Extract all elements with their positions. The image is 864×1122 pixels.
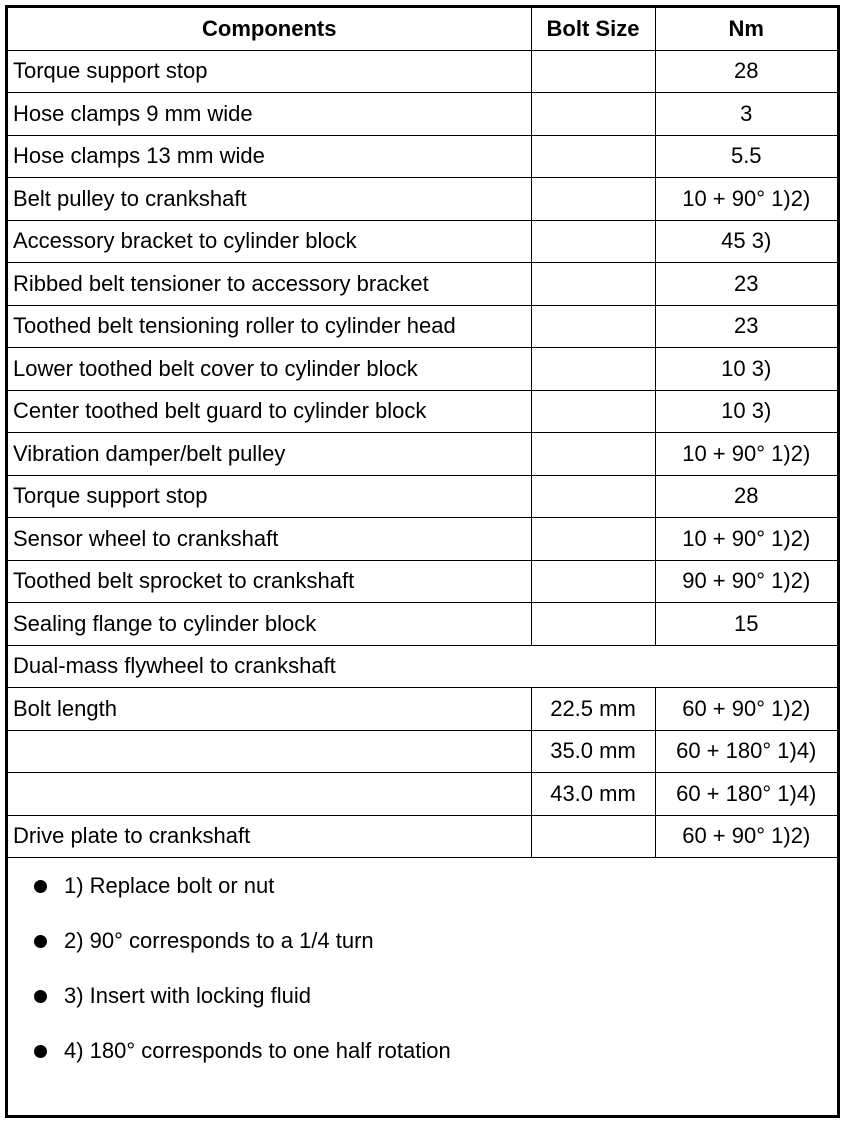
footnote-text: 4) 180° corresponds to one half rotation [64, 1038, 451, 1063]
table-row [8, 220, 837, 263]
bolt-size-cell [531, 815, 655, 858]
bolt-size-cell [531, 263, 655, 306]
table-row [8, 475, 837, 518]
nm-cell: 60 + 180° 1)4) [655, 730, 837, 773]
footnote-text: 1) Replace bolt or nut [64, 873, 275, 898]
component-cell: Vibration damper/belt pulley [8, 433, 531, 476]
nm-cell: 60 + 90° 1)2) [655, 815, 837, 858]
bolt-size-cell [531, 603, 655, 646]
nm-cell: 60 + 90° 1)2) [655, 688, 837, 731]
nm-cell: 23 [655, 305, 837, 348]
section-row [8, 645, 837, 688]
nm-cell: 3 [655, 93, 837, 136]
bullet-icon [34, 935, 47, 948]
table-row [8, 178, 837, 221]
component-cell: Lower toothed belt cover to cylinder block [8, 348, 531, 391]
nm-cell: 28 [655, 475, 837, 518]
component-cell [8, 730, 531, 773]
table-row [8, 263, 837, 306]
torque-spec-sheet [5, 5, 840, 1118]
nm-cell: 23 [655, 263, 837, 306]
component-cell [8, 773, 531, 816]
footnote-item [28, 871, 274, 901]
bolt-size-cell [531, 135, 655, 178]
bolt-size-cell [531, 518, 655, 561]
bolt-size-cell [531, 348, 655, 391]
bullet-icon [34, 990, 47, 1003]
bolt-size-cell [531, 433, 655, 476]
bolt-size-cell: 22.5 mm [531, 688, 655, 731]
bolt-size-cell [531, 220, 655, 263]
nm-cell: 10 + 90° 1)2) [655, 518, 837, 561]
table-row [8, 815, 837, 858]
nm-cell: 5.5 [655, 135, 837, 178]
component-cell: Bolt length [8, 688, 531, 731]
table-row [8, 433, 837, 476]
nm-cell: 10 + 90° 1)2) [655, 433, 837, 476]
footnote-item [28, 981, 311, 1011]
component-cell: Torque support stop [8, 475, 531, 518]
nm-cell: 28 [655, 50, 837, 93]
table-row [8, 390, 837, 433]
component-cell: Hose clamps 13 mm wide [8, 135, 531, 178]
bullet-icon [34, 1045, 47, 1058]
nm-cell: 10 + 90° 1)2) [655, 178, 837, 221]
footnote-text: 2) 90° corresponds to a 1/4 turn [64, 928, 374, 953]
component-cell: Toothed belt tensioning roller to cylinder head [8, 305, 531, 348]
bolt-size-cell [531, 475, 655, 518]
bolt-size-cell [531, 50, 655, 93]
footnote-item [28, 926, 374, 956]
table-row [8, 50, 837, 93]
table-row [8, 688, 837, 731]
component-cell: Belt pulley to crankshaft [8, 178, 531, 221]
table-row [8, 93, 837, 136]
bolt-size-cell: 43.0 mm [531, 773, 655, 816]
component-cell: Accessory bracket to cylinder block [8, 220, 531, 263]
component-cell: Toothed belt sprocket to crankshaft [8, 560, 531, 603]
component-cell: Hose clamps 9 mm wide [8, 93, 531, 136]
component-cell: Sensor wheel to crankshaft [8, 518, 531, 561]
nm-cell: 60 + 180° 1)4) [655, 773, 837, 816]
table-row [8, 560, 837, 603]
table-row [8, 518, 837, 561]
bullet-icon [34, 880, 47, 893]
footnote-text: 3) Insert with locking fluid [64, 983, 311, 1008]
table-row [8, 348, 837, 391]
table-row [8, 730, 837, 773]
component-cell: Ribbed belt tensioner to accessory bracket [8, 263, 531, 306]
component-cell: Center toothed belt guard to cylinder block [8, 390, 531, 433]
header-components: Components [8, 8, 531, 50]
bolt-size-cell [531, 560, 655, 603]
nm-cell: 90 + 90° 1)2) [655, 560, 837, 603]
component-cell: Torque support stop [8, 50, 531, 93]
bolt-size-cell [531, 390, 655, 433]
footnote-item [28, 1036, 451, 1066]
section-row-label: Dual-mass flywheel to crankshaft [8, 645, 837, 688]
bolt-size-cell [531, 305, 655, 348]
component-cell: Drive plate to crankshaft [8, 815, 531, 858]
header-nm: Nm [655, 8, 837, 50]
table-row [8, 135, 837, 178]
nm-cell: 45 3) [655, 220, 837, 263]
nm-cell: 15 [655, 603, 837, 646]
header-row [8, 8, 837, 50]
table-row [8, 305, 837, 348]
bolt-size-cell [531, 93, 655, 136]
nm-cell: 10 3) [655, 390, 837, 433]
nm-cell: 10 3) [655, 348, 837, 391]
table-row [8, 603, 837, 646]
torque-table [8, 8, 837, 858]
bolt-size-cell: 35.0 mm [531, 730, 655, 773]
bolt-size-cell [531, 178, 655, 221]
component-cell: Sealing flange to cylinder block [8, 603, 531, 646]
header-bolt-size: Bolt Size [531, 8, 655, 50]
table-row [8, 773, 837, 816]
